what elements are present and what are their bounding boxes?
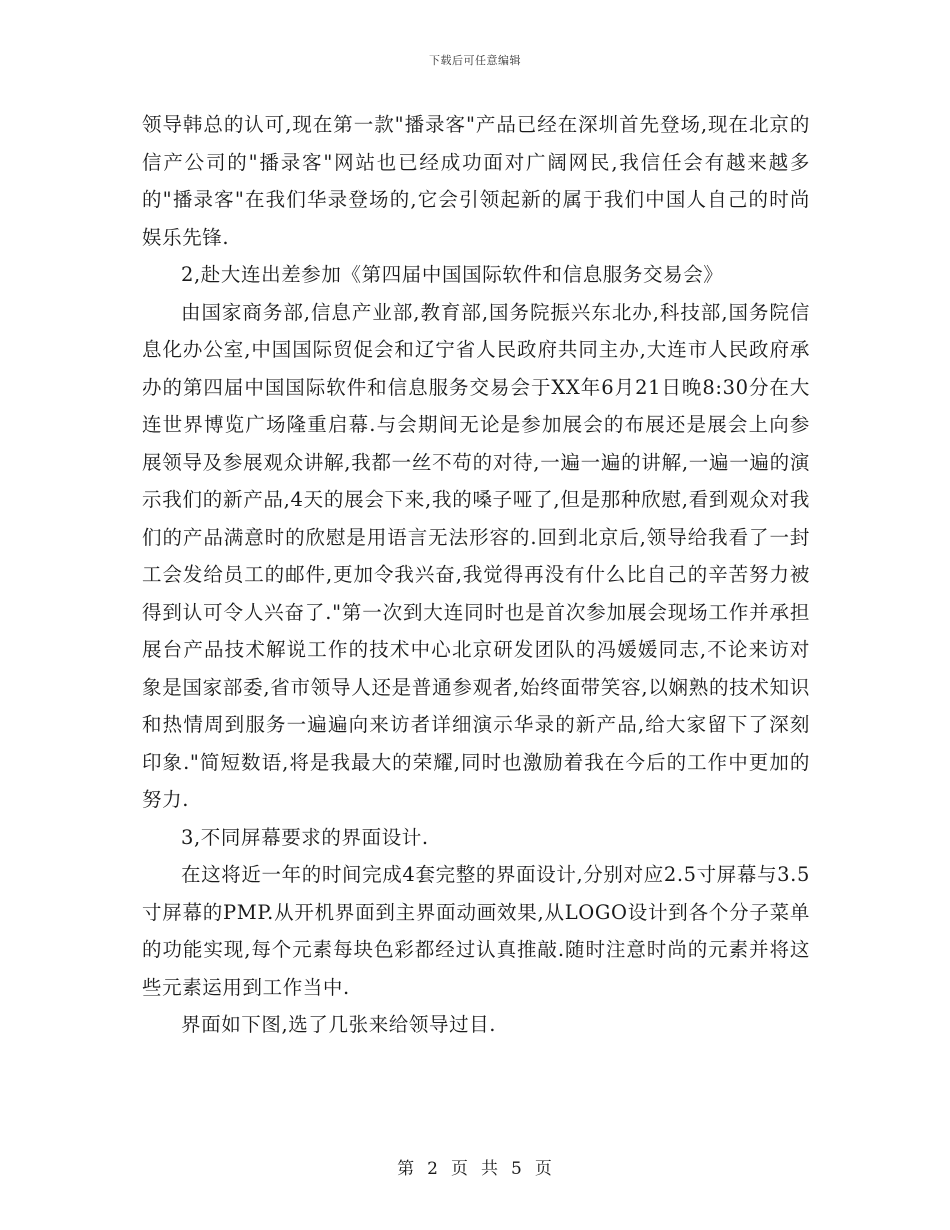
header-note: 下载后可任意编辑	[429, 54, 521, 67]
paragraph-continued: 领导韩总的认可,现在第一款"播录客"产品已经在深圳首先登场,现在北京的信产公司的"播录客"网站也已经成功面对广阔网民,我信任会有越来越多的"播录客"在我们华录登场的,它会引领起新的属于我们中国人自己的时尚娱乐先锋.	[142, 113, 810, 249]
footer-total-pages: 5	[511, 1159, 523, 1179]
page-footer	[0, 1154, 950, 1179]
paragraph-interface-intro: 界面如下图,选了几张来给领导过目.	[181, 1013, 497, 1036]
footer-total-label: 共	[481, 1159, 499, 1179]
footer-total-unit: 页	[534, 1159, 553, 1179]
footer-page-number: 2	[427, 1159, 439, 1179]
paragraph-interface-design: 在这将近一年的时间完成4套完整的界面设计,分别对应2.5寸屏幕与3.5寸屏幕的PMP.从开机界面到主界面动画效果,从LOGO设计到各个分子菜单的功能实现,每个元素每块色彩都经过认真推敲.随时注意时尚的元素并将这些元素运用到工作当中.	[142, 863, 810, 999]
footer-page-label: 第	[397, 1159, 416, 1179]
document-body	[142, 106, 810, 1044]
footer-page-unit: 页	[451, 1159, 469, 1179]
section-heading-interface-design: 3,不同屏幕要求的界面设计.	[181, 825, 429, 849]
paragraph-dalian-expo: 由国家商务部,信息产业部,教育部,国务院振兴东北办,科技部,国务院信息化办公室,中国国际贸促会和辽宁省人民政府共同主办,大连市人民政府承办的第四届中国国际软件和信息服务交易会于XX年6月21日晚8:30分在大连世界博览广场隆重启幕.与会期间无论是参加展会的布展还是展会上向参展领导及参展观众讲解,我都一丝不苟的对待,一遍一遍的讲解,一遍一遍的演示我们的新产品,4天的展会下来,我的嗓子哑了,但是那种欣慰,看到观众对我们的产品满意时的欣慰是用语言无法形容的.回到北京后,领导给我看了一封工会发给员工的邮件,更加令我兴奋,我觉得再没有什么比自己的辛苦努力被得到认可令人兴奋了."第一次到大连同时也是首次参加展会现场工作并承担展台产品技术解说工作的技术中心北京研发团队的冯媛媛同志,不论来访对象是国家部委,省市领导人还是普通参观者,始终面带笑容,以娴熟的技术知识和热情周到服务一遍遍向来访者详细演示华录的新产品,给大家留下了深刻印象."简短数语,将是我最大的荣耀,同时也激励着我在今后的工作中更加的努力.	[142, 300, 810, 811]
section-heading-dalian: 2,赴大连出差参加《第四届中国国际软件和信息服务交易会》	[181, 263, 724, 286]
